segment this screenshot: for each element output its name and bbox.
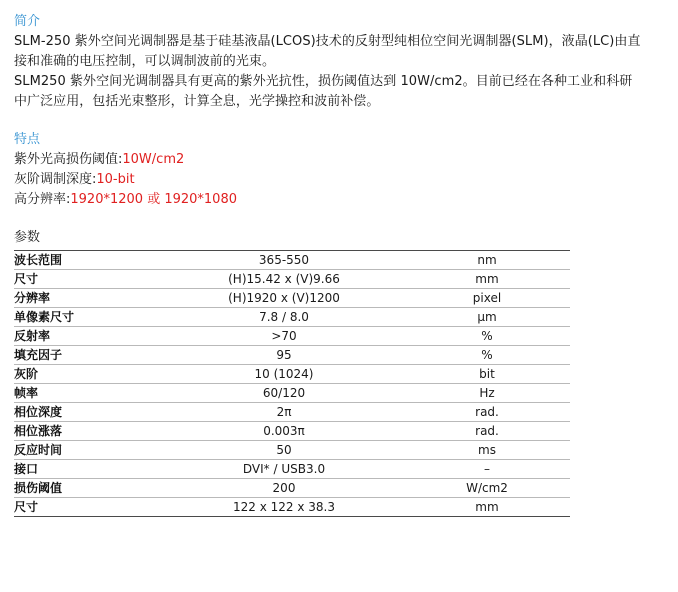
feature-value: 10W/cm2 <box>122 152 185 167</box>
param-name: 相位深度 <box>14 403 164 422</box>
param-value: 7.8 / 8.0 <box>164 308 404 327</box>
param-value: 50 <box>164 441 404 460</box>
params-table <box>14 250 570 517</box>
table-row <box>14 403 570 422</box>
table-row <box>14 270 570 289</box>
param-name: 波长范围 <box>14 251 164 270</box>
table-row <box>14 289 570 308</box>
table-row <box>14 498 570 517</box>
table-row <box>14 308 570 327</box>
feature-value: 1920*1200 或 1920*1080 <box>70 192 237 207</box>
features-heading: 特点 <box>14 132 41 147</box>
param-unit: – <box>404 460 570 479</box>
param-value: 60/120 <box>164 384 404 403</box>
param-value: 365-550 <box>164 251 404 270</box>
param-value: (H)1920 x (V)1200 <box>164 289 404 308</box>
param-name: 单像素尺寸 <box>14 308 164 327</box>
feature-label: 紫外光高损伤阈值: <box>14 152 123 167</box>
param-value: 122 x 122 x 38.3 <box>164 498 404 517</box>
param-value: 2π <box>164 403 404 422</box>
param-unit: % <box>404 327 570 346</box>
param-value: 95 <box>164 346 404 365</box>
feature-label: 高分辨率: <box>14 192 71 207</box>
param-value: DVI* / USB3.0 <box>164 460 404 479</box>
params-table-body <box>14 251 570 517</box>
param-unit: nm <box>404 251 570 270</box>
param-unit: rad. <box>404 403 570 422</box>
param-name: 相位涨落 <box>14 422 164 441</box>
intro-paragraph-2-line-1: SLM250 紫外空间光调制器具有更高的紫外光抗性，损伤阈值达到 10W/cm2。目前已经在各种工业和科研 <box>14 74 633 89</box>
intro-paragraph-2-line-2: 中广泛应用，包括光束整形，计算全息，光学操控和波前补偿。 <box>14 94 380 109</box>
table-row <box>14 460 570 479</box>
param-unit: rad. <box>404 422 570 441</box>
table-row <box>14 346 570 365</box>
param-name: 填充因子 <box>14 346 164 365</box>
table-row <box>14 479 570 498</box>
param-name: 接口 <box>14 460 164 479</box>
param-value: 200 <box>164 479 404 498</box>
param-unit: μm <box>404 308 570 327</box>
intro-paragraph-1-line-1: SLM-250 紫外空间光调制器是基于硅基液晶(LCOS)技术的反射型纯相位空间光调制器(SLM)，液晶(LC)由直 <box>14 34 641 49</box>
intro-heading: 简介 <box>14 14 41 29</box>
table-row <box>14 384 570 403</box>
param-name: 尺寸 <box>14 498 164 517</box>
param-unit: W/cm2 <box>404 479 570 498</box>
table-row <box>14 251 570 270</box>
param-value: >70 <box>164 327 404 346</box>
param-name: 尺寸 <box>14 270 164 289</box>
param-name: 反应时间 <box>14 441 164 460</box>
param-unit: mm <box>404 498 570 517</box>
param-name: 反射率 <box>14 327 164 346</box>
param-value: 0.003π <box>164 422 404 441</box>
feature-item <box>14 170 669 190</box>
feature-label: 灰阶调制深度: <box>14 172 97 187</box>
param-unit: Hz <box>404 384 570 403</box>
feature-item <box>14 190 669 210</box>
param-name: 灰阶 <box>14 365 164 384</box>
param-unit: bit <box>404 365 570 384</box>
param-value: (H)15.42 x (V)9.66 <box>164 270 404 289</box>
feature-item <box>14 150 669 170</box>
param-name: 分辨率 <box>14 289 164 308</box>
params-heading: 参数 <box>14 230 41 245</box>
param-unit: mm <box>404 270 570 289</box>
table-row <box>14 327 570 346</box>
table-row <box>14 441 570 460</box>
table-row <box>14 365 570 384</box>
param-unit: pixel <box>404 289 570 308</box>
document-page <box>14 12 669 517</box>
table-row <box>14 422 570 441</box>
intro-paragraph-1-line-2: 接和准确的电压控制，可以调制波前的光束。 <box>14 54 276 69</box>
param-name: 损伤阈值 <box>14 479 164 498</box>
param-unit: % <box>404 346 570 365</box>
feature-value: 10-bit <box>96 172 135 187</box>
param-name: 帧率 <box>14 384 164 403</box>
param-unit: ms <box>404 441 570 460</box>
param-value: 10 (1024) <box>164 365 404 384</box>
